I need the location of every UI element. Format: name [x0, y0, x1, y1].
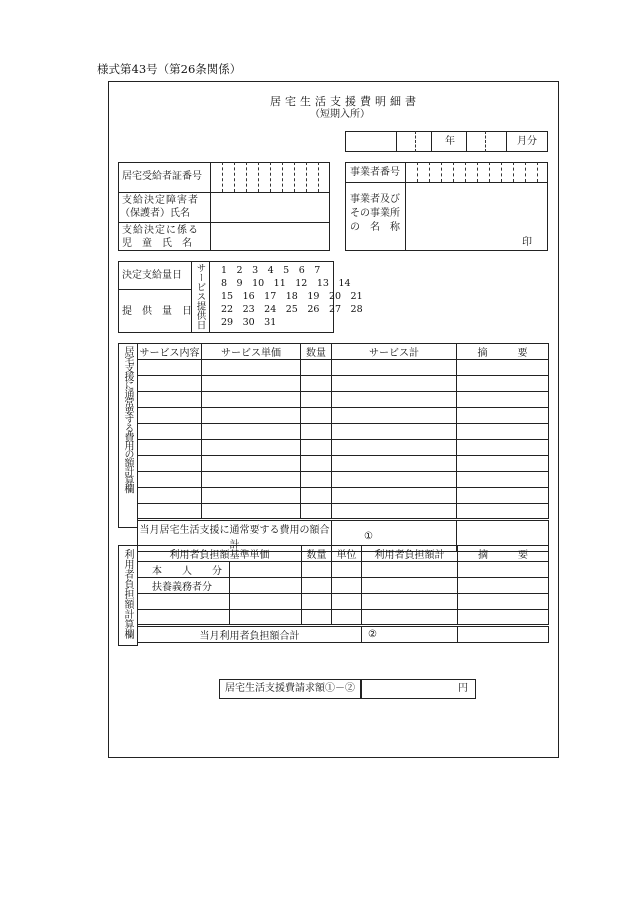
table-row — [138, 472, 549, 488]
col-burden-base-unit-price: 利用者負担額基準単価 — [138, 546, 302, 562]
table-row — [138, 594, 549, 610]
day-row-4: 22 23 24 25 26 27 28 — [221, 304, 363, 315]
table-row — [138, 392, 549, 408]
child-label-1: 支給決定に係る — [122, 225, 199, 236]
cert-number-label: 居宅受給者証番号 — [122, 171, 202, 182]
claim-unit: 円 — [458, 683, 468, 694]
cost-total-mark[interactable]: ① — [332, 520, 457, 552]
col-burden-remarks: 摘 要 — [458, 546, 549, 562]
guardian-label-1: 支給決定障害者 — [122, 195, 199, 206]
table-row — [138, 424, 549, 440]
cost-table — [137, 343, 549, 552]
col-burden-quantity: 数量 — [302, 546, 332, 562]
table-row — [138, 578, 549, 594]
provider-number-label: 事業者番号 — [350, 167, 400, 178]
burden-self-label: 本 人 分 — [138, 562, 230, 578]
col-service-total: サービス計 — [332, 344, 457, 360]
form-number: 様式第43号（第26条関係） — [97, 62, 242, 76]
child-label-2: 児 童 氏 名 — [122, 238, 192, 249]
burden-header-row — [138, 546, 549, 562]
provided-days-label: 提 供 量 日 — [122, 306, 192, 317]
burden-dependent-label: 扶養義務者分 — [138, 578, 230, 594]
provider-name-label-1: 事業者及び — [350, 194, 400, 205]
col-burden-unit: 単位 — [332, 546, 362, 562]
col-burden-total: 利用者負担額計 — [362, 546, 458, 562]
burden-side-label: 利用者負担額計算欄 — [122, 549, 133, 639]
day-row-2: 8 9 10 11 12 13 14 — [221, 278, 351, 289]
form-subtitle: （短期入所） — [310, 109, 370, 120]
table-row — [138, 408, 549, 424]
provider-name-label-3: の 名 称 — [350, 222, 400, 233]
cost-side-label: 居宅支援に通常要する費用の額計算欄 — [122, 346, 133, 493]
col-quantity: 数量 — [301, 344, 332, 360]
burden-total-mark[interactable]: ② — [362, 626, 458, 643]
col-service-content: サービス内容 — [138, 344, 202, 360]
cost-total-label: 当月居宅生活支援に通常要する費用の額合計 — [138, 520, 332, 552]
cost-header-row — [138, 344, 549, 360]
burden-total-row — [138, 626, 549, 643]
table-row — [138, 488, 549, 504]
table-row — [138, 440, 549, 456]
month-label: 月分 — [517, 136, 537, 147]
table-row — [138, 456, 549, 472]
day-row-1: 1 2 3 4 5 6 7 — [221, 265, 321, 276]
service-days-vertical-label: サービス提供日 — [194, 263, 206, 330]
col-remarks: 摘 要 — [457, 344, 549, 360]
table-row — [138, 610, 549, 626]
day-row-5: 29 30 31 — [221, 317, 277, 328]
year-label: 年 — [445, 136, 455, 147]
seal-label: 印 — [522, 237, 532, 248]
day-row-3: 15 16 17 18 19 20 21 — [221, 291, 363, 302]
table-row — [138, 376, 549, 392]
claim-label: 居宅生活支援費請求額①－② — [225, 683, 355, 694]
form-title: 居宅生活支援費明細書 — [270, 95, 420, 108]
table-row — [138, 504, 549, 520]
decided-days-label: 決定支給量日 — [122, 270, 182, 281]
burden-total-label: 当月利用者負担額合計 — [138, 626, 362, 643]
provider-name-label-2: その事業所 — [350, 208, 400, 219]
burden-table — [137, 545, 549, 643]
guardian-label-2: （保護者）氏名 — [120, 208, 190, 219]
col-service-unit-price: サービス単価 — [202, 344, 301, 360]
table-row — [138, 360, 549, 376]
table-row — [138, 562, 549, 578]
